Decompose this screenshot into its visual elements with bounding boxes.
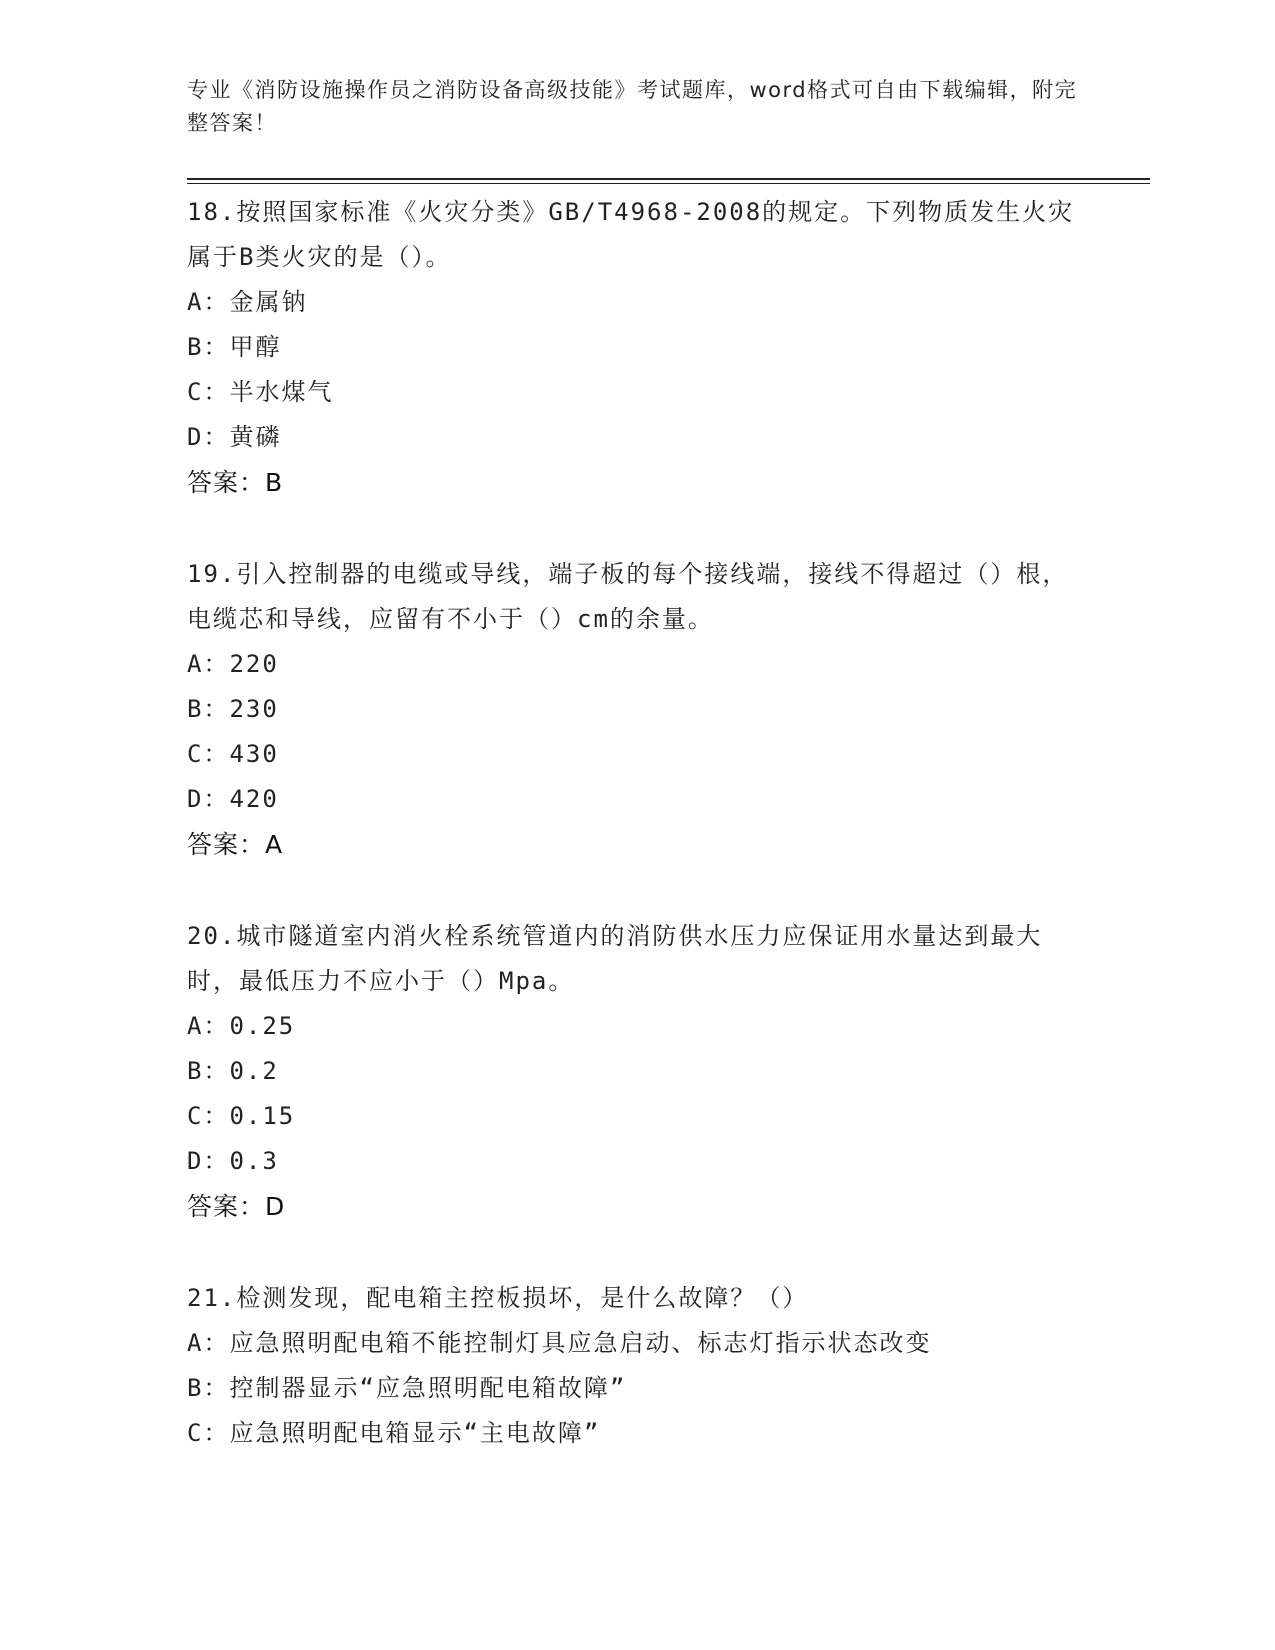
question-stem: 21.检测发现，配电箱主控板损坏，是什么故障？（） [187, 1284, 809, 1312]
option-c [187, 732, 1087, 777]
header-divider-thin [187, 183, 1150, 184]
option-text: 220 [229, 650, 279, 678]
option-text: 0.25 [229, 1012, 296, 1040]
option-letter: D： [187, 423, 230, 451]
option-letter: D： [187, 785, 230, 813]
option-letter: A： [187, 1012, 230, 1040]
option-letter: D： [187, 1147, 230, 1175]
option-text: 控制器显示“应急照明配电箱故障” [229, 1374, 627, 1402]
question-stem: 19.引入控制器的电缆或导线，端子板的每个接线端，接线不得超过（）根，电缆芯和导线，应留有不小于（）cm的余量。 [187, 560, 1069, 633]
option-text: 430 [229, 740, 279, 768]
option-a [187, 642, 1087, 687]
question-stem: 20.城市隧道室内消火栓系统管道内的消防供水压力应保证用水量达到最大时，最低压力不应小于（）Mpa。 [187, 922, 1043, 995]
option-text: 0.2 [229, 1057, 279, 1085]
option-letter: C： [187, 1419, 230, 1447]
option-letter: B： [187, 1057, 230, 1085]
question-20 [187, 914, 1087, 1229]
option-text: 半水煤气 [229, 378, 334, 406]
question-19 [187, 552, 1087, 867]
option-text: 甲醇 [229, 333, 282, 361]
option-letter: B： [187, 1374, 230, 1402]
option-b [187, 325, 1087, 370]
question-stem: 18.按照国家标准《火灾分类》GB/T4968-2008的规定。下列物质发生火灾属于B类火灾的是（）。 [187, 198, 1075, 271]
option-letter: C： [187, 740, 230, 768]
option-text: 应急照明配电箱不能控制灯具应急启动、标志灯指示状态改变 [229, 1329, 932, 1357]
question-list [187, 190, 1087, 1503]
option-letter: A： [187, 650, 230, 678]
option-text: 230 [229, 695, 279, 723]
option-d [187, 415, 1087, 460]
option-letter: C： [187, 378, 230, 406]
option-a [187, 1321, 1087, 1366]
header-divider-thick [187, 178, 1150, 180]
option-text: 黄磷 [229, 423, 282, 451]
option-b [187, 1049, 1087, 1094]
question-21 [187, 1276, 1087, 1456]
option-letter: B： [187, 695, 230, 723]
option-text: 420 [229, 785, 279, 813]
option-text: 应急照明配电箱显示“主电故障” [229, 1419, 601, 1447]
option-letter: A： [187, 288, 230, 316]
question-18 [187, 190, 1087, 505]
option-letter: A： [187, 1329, 230, 1357]
option-a [187, 1004, 1087, 1049]
option-c [187, 1411, 1087, 1456]
option-b [187, 687, 1087, 732]
answer-line: 答案：D [187, 1192, 286, 1221]
option-letter: B： [187, 333, 230, 361]
document-header: 专业《消防设施操作员之消防设备高级技能》考试题库，word格式可自由下载编辑，附完整答案！ [187, 78, 1078, 135]
option-a [187, 280, 1087, 325]
option-b [187, 1366, 1087, 1411]
answer-line: 答案：A [187, 830, 284, 859]
option-text: 0.3 [229, 1147, 279, 1175]
answer-line: 答案：B [187, 468, 284, 497]
option-d [187, 777, 1087, 822]
option-d [187, 1139, 1087, 1184]
option-text: 金属钠 [229, 288, 308, 316]
option-c [187, 1094, 1087, 1139]
option-text: 0.15 [229, 1102, 296, 1130]
option-letter: C： [187, 1102, 230, 1130]
option-c [187, 370, 1087, 415]
